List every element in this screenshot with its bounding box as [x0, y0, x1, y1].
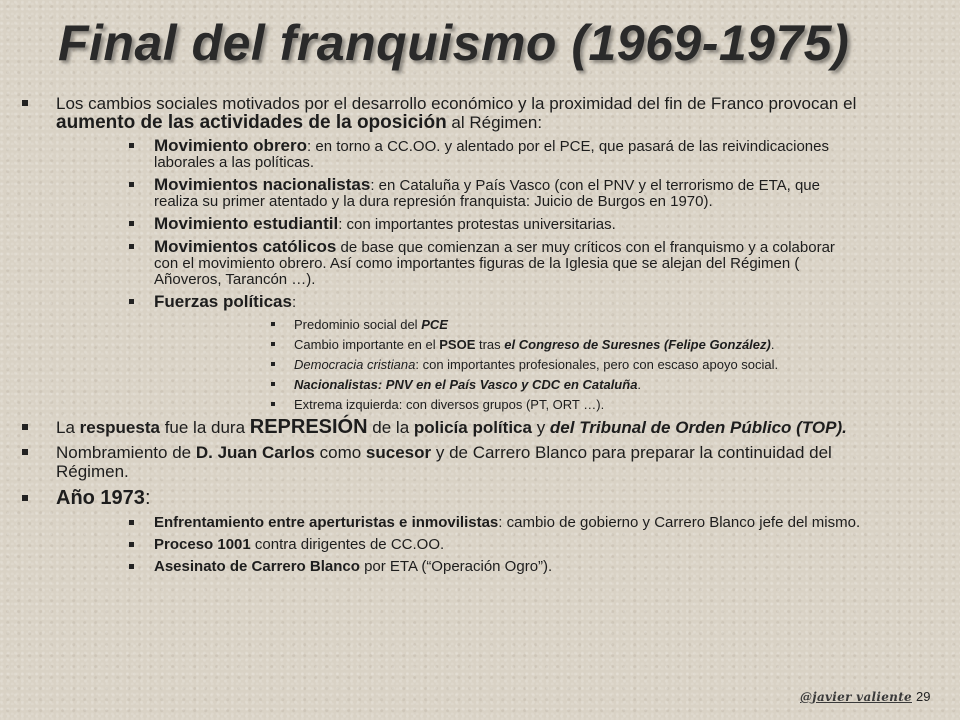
bullet-text: : con importantes protestas universitarias. [338, 216, 616, 233]
slide-title: Final del franquismo (1969-1975) [58, 15, 850, 71]
bullet-heading: Movimientos católicos [154, 237, 337, 256]
bullet-text: Cambio importante en el [294, 337, 440, 352]
bullet-emphasis: el Congreso de Suresnes (Felipe González) [504, 337, 771, 352]
bullet-emphasis: policía política [413, 418, 532, 437]
bullet-text: Nombramiento de [56, 443, 196, 462]
bullet-emphasis: PCE [421, 317, 448, 332]
author-signature: @javier valiente [800, 690, 912, 704]
bullet-movimientos-catolicos [56, 239, 902, 288]
main-bullet-list [0, 94, 960, 575]
bullet-heading: Enfrentamiento entre aperturistas e inmovilistas [154, 514, 499, 531]
bullet-emphasis: D. Juan Carlos [195, 443, 315, 462]
bullet-fuerzas-politicas [56, 294, 902, 412]
bullet-text: como [314, 443, 366, 462]
bullet-heading: Fuerzas políticas [154, 292, 292, 311]
bullet-text: : en Cataluña y País Vasco (con el PNV y el terrorismo de ETA, que realiza su primer atentado y la dura represión franquista: Juicio de Burgos en 1970). [154, 177, 820, 210]
bullet-text: y de Carrero Blanco para preparar la continuidad del Régimen. [56, 443, 832, 481]
bullet-respuesta [0, 418, 960, 437]
bullet-movimientos-nacionalistas [56, 177, 902, 210]
bullet-heading: Proceso 1001 [154, 536, 251, 553]
bullet-text: . [770, 337, 775, 352]
opposition-sub-list [56, 138, 902, 412]
bullet-emphasis: Democracia cristiana [294, 357, 416, 372]
bullet-emphasis: aumento de las actividades de la oposición [56, 112, 447, 133]
bullet-heading: Movimientos nacionalistas [154, 175, 371, 194]
bullet-text: : [144, 487, 151, 509]
bullet-emphasis: del Tribunal de Orden Público (TOP). [549, 418, 847, 437]
bullet-emphasis: sucesor [365, 443, 432, 462]
bullet-psoe [154, 337, 844, 352]
bullet-text: Los cambios sociales motivados por el desarrollo económico y la proximidad del fin de Franco provocan el [56, 94, 857, 113]
bullet-text: . [637, 377, 642, 392]
bullet-heading: Asesinato de Carrero Blanco [154, 558, 360, 575]
bullet-proceso-1001 [56, 537, 960, 553]
bullet-text: al Régimen: [446, 113, 543, 132]
bullet-text: de base que comienzan a ser muy críticos con el franquismo y a colaborar con el movimiento obrero. Así como importantes figuras de la Iglesia que se alejan del Régimen ( Añoveros, Tarancón …). [154, 239, 835, 288]
bullet-text: y [531, 418, 550, 437]
bullet-emphasis: PSOE [439, 337, 476, 352]
bullet-emphasis: respuesta [79, 418, 160, 437]
bullet-emphasis: REPRESIÓN [249, 416, 368, 438]
bullet-text: de la [367, 418, 414, 437]
bullet-asesinato-carrero [56, 559, 960, 575]
bullet-movimiento-obrero [56, 138, 902, 171]
ano-1973-sub-list [56, 515, 960, 575]
bullet-pce [154, 317, 844, 332]
bullet-text: : cambio de gobierno y Carrero Blanco jefe del mismo. [498, 514, 861, 531]
bullet-text: : en torno a CC.OO. y alentado por el PCE, que pasará de las reivindicaciones laborales a las políticas. [154, 138, 829, 171]
bullet-text: : con importantes profesionales, pero con escaso apoyo social. [415, 357, 779, 372]
page-number: 29 [916, 689, 931, 704]
slide-content [0, 94, 960, 581]
bullet-ano-1973 [0, 487, 960, 575]
bullet-text: Predominio social del [294, 317, 422, 332]
bullet-enfrentamiento [56, 515, 960, 531]
bullet-text: tras [475, 337, 505, 352]
bullet-heading: Año 1973 [56, 487, 145, 509]
bullet-nombramiento [0, 443, 960, 481]
bullet-text: La [56, 418, 80, 437]
bullet-text: fue la dura [159, 418, 250, 437]
bullet-text: Extrema izquierda: con diversos grupos (PT, ORT …). [294, 397, 605, 412]
bullet-democracia-cristiana [154, 357, 844, 372]
bullet-text: por ETA (“Operación Ogro”). [359, 558, 553, 575]
bullet-extrema-izquierda [154, 397, 844, 412]
bullet-text: : [291, 294, 297, 311]
bullet-heading: Movimiento estudiantil [154, 214, 339, 233]
fuerzas-sub-list [154, 317, 844, 412]
bullet-heading: Movimiento obrero [154, 136, 308, 155]
bullet-emphasis: Nacionalistas: PNV en el País Vasco y CDC en Cataluña [294, 377, 638, 392]
bullet-intro [0, 94, 960, 412]
bullet-text: contra dirigentes de CC.OO. [250, 536, 445, 553]
bullet-movimiento-estudiantil [56, 216, 902, 233]
bullet-nacionalistas [154, 377, 844, 392]
